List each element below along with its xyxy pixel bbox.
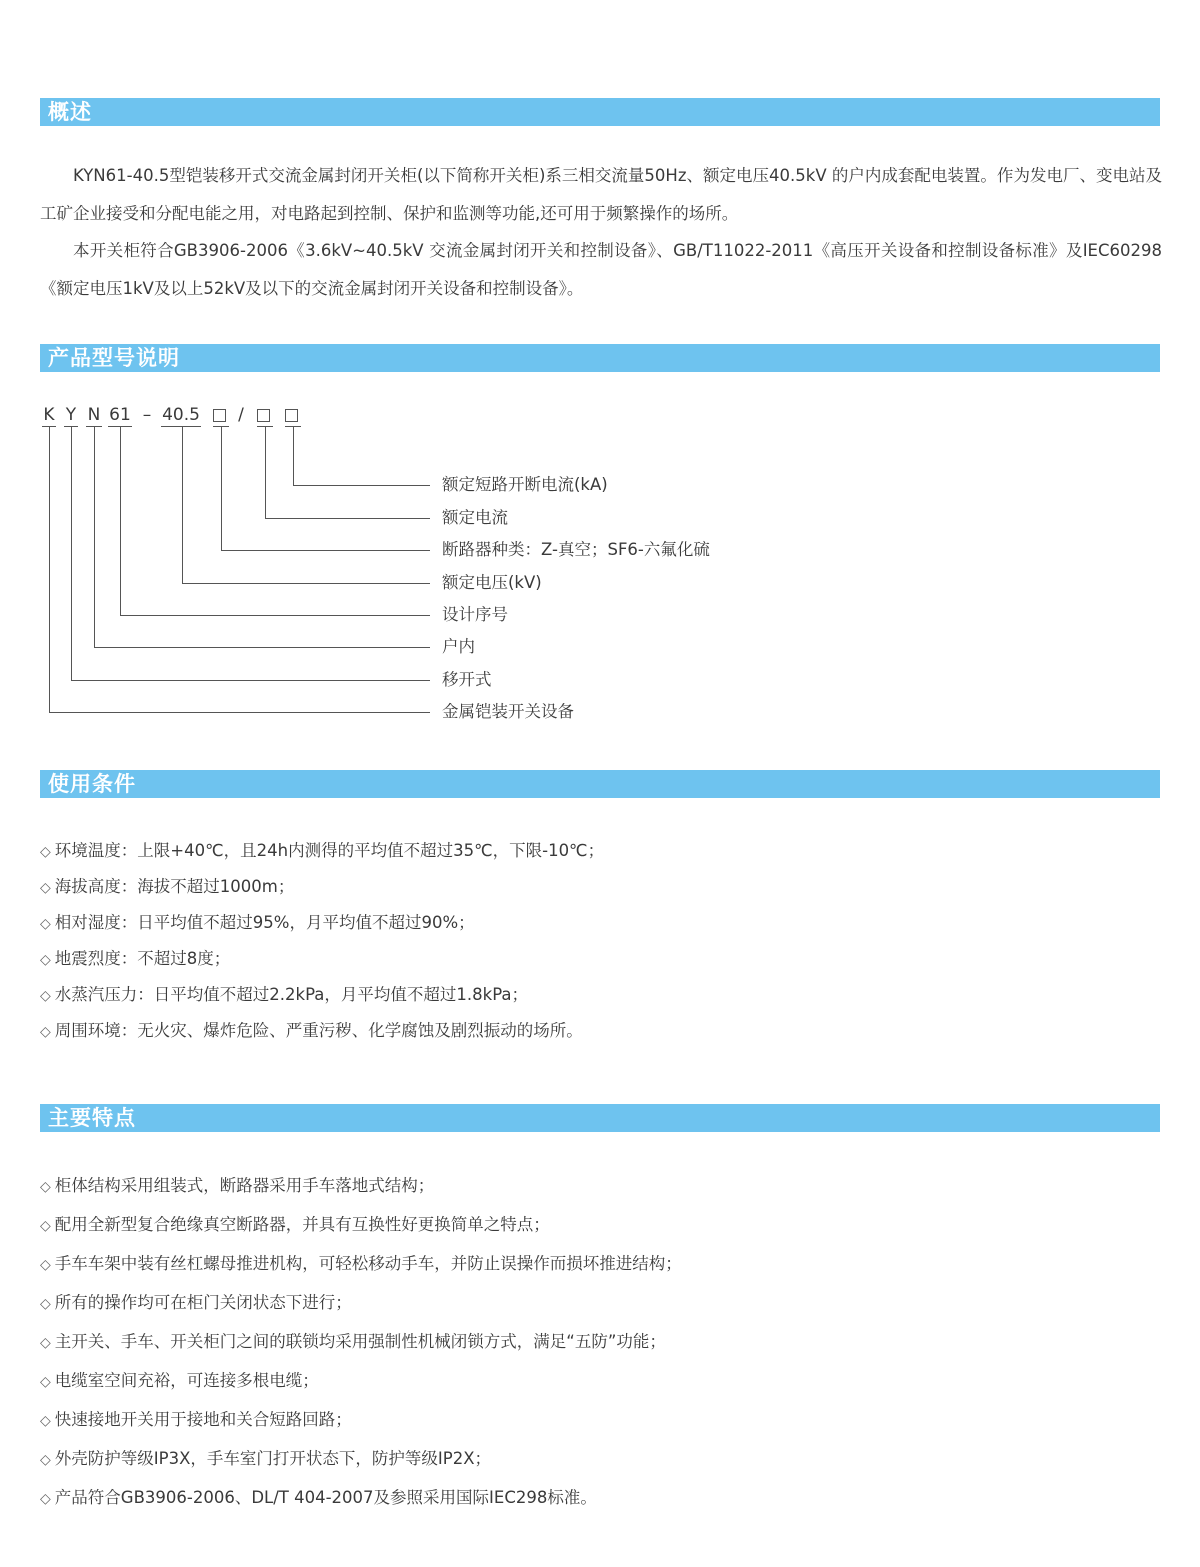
model-code-part: Y [65, 405, 77, 425]
condition-item: ◇ 地震烈度：不超过8度； [40, 949, 231, 968]
connector-line [49, 712, 430, 713]
diamond-bullet-icon: ◇ [40, 988, 51, 1004]
diamond-bullet-icon: ◇ [40, 1374, 51, 1390]
model-code-part: – [142, 405, 152, 425]
feature-item: ◇ 所有的操作均可在柜门关闭状态下进行； [40, 1293, 352, 1312]
connector-line [71, 680, 430, 681]
diamond-bullet-icon: ◇ [40, 952, 51, 968]
model-code-diagram [0, 395, 800, 735]
section-title: 使用条件 [48, 772, 136, 796]
connector-line [94, 647, 430, 648]
model-label: 断路器种类：Z-真空；SF6-六氟化硫 [442, 540, 710, 559]
model-code-part: / [238, 405, 244, 425]
model-label: 设计序号 [442, 605, 508, 624]
model-label: 户内 [442, 637, 475, 656]
diamond-bullet-icon: ◇ [40, 1413, 51, 1429]
section-header-model [40, 344, 1160, 372]
feature-item: ◇ 产品符合GB3906-2006、DL/T 404-2007及参照采用国际IEC298标准。 [40, 1488, 597, 1507]
diamond-bullet-icon: ◇ [40, 1296, 51, 1312]
model-placeholder-box [285, 409, 298, 422]
connector-line [293, 426, 294, 485]
diamond-bullet-icon: ◇ [40, 1257, 51, 1273]
connector-line [265, 518, 430, 519]
connector-line [49, 426, 50, 712]
overview-paragraph-1: KYN61-40.5型铠装移开式交流金属封闭开关柜(以下简称开关柜)系三相交流量50Hz、额定电压40.5kV 的户内成套配电装置。作为发电厂、变电站及工矿企业接受和分配电能之用，对电路起到控制、保护和监测等功能,还可用于频繁操作的场所。 [40, 166, 1162, 223]
condition-item: ◇ 周围环境：无火灾、爆炸危险、严重污秽、化学腐蚀及剧烈振动的场所。 [40, 1021, 583, 1040]
diamond-bullet-icon: ◇ [40, 1179, 51, 1195]
condition-item: ◇ 水蒸汽压力：日平均值不超过2.2kPa，月平均值不超过1.8kPa； [40, 985, 529, 1004]
model-placeholder-box [257, 409, 270, 422]
connector-line [182, 426, 183, 583]
diamond-bullet-icon: ◇ [40, 1024, 51, 1040]
connector-line [120, 615, 430, 616]
condition-item: ◇ 环境温度：上限+40℃，且24h内测得的平均值不超过35℃，下限-10℃； [40, 841, 605, 860]
diamond-bullet-icon: ◇ [40, 880, 51, 896]
connector-line [94, 426, 95, 647]
diamond-bullet-icon: ◇ [40, 916, 51, 932]
model-underline [161, 426, 201, 427]
connector-line [120, 426, 121, 615]
feature-item: ◇ 外壳防护等级IP3X，手车室门打开状态下，防护等级IP2X； [40, 1449, 492, 1468]
feature-item: ◇ 柜体结构采用组装式，断路器采用手车落地式结构； [40, 1176, 435, 1195]
connector-line [293, 485, 430, 486]
model-code-part: N [87, 405, 101, 425]
diamond-bullet-icon: ◇ [40, 844, 51, 860]
connector-line [265, 426, 266, 518]
diamond-bullet-icon: ◇ [40, 1491, 51, 1507]
section-title: 主要特点 [48, 1106, 136, 1130]
section-title: 产品型号说明 [48, 346, 180, 370]
feature-item: ◇ 电缆室空间充裕，可连接多根电缆； [40, 1371, 319, 1390]
connector-line [71, 426, 72, 680]
model-code-part: 40.5 [162, 405, 200, 425]
section-header-overview [40, 98, 1160, 126]
model-code-part: 61 [109, 405, 131, 425]
section-header-features [40, 1104, 1160, 1132]
model-label: 额定短路开断电流(kA) [442, 475, 608, 494]
model-label: 额定电压(kV) [442, 573, 542, 592]
feature-item: ◇ 快速接地开关用于接地和关合短路回路； [40, 1410, 352, 1429]
condition-item: ◇ 海拔高度：海拔不超过1000m； [40, 877, 295, 896]
model-code-part: K [43, 405, 55, 425]
diamond-bullet-icon: ◇ [40, 1452, 51, 1468]
section-title: 概述 [48, 100, 92, 124]
diamond-bullet-icon: ◇ [40, 1335, 51, 1351]
overview-paragraph-2: 本开关柜符合GB3906-2006《3.6kV~40.5kV 交流金属封闭开关和控制设备》、GB/T11022-2011《高压开关设备和控制设备标准》及IEC60298《额定电压1kV及以上52kV及以下的交流金属封闭开关设备和控制设备》。 [40, 241, 1162, 298]
feature-item: ◇ 主开关、手车、开关柜门之间的联锁均采用强制性机械闭锁方式，满足“五防”功能； [40, 1332, 666, 1351]
connector-line [221, 426, 222, 550]
model-label: 额定电流 [442, 508, 508, 527]
diamond-bullet-icon: ◇ [40, 1218, 51, 1234]
model-label: 金属铠装开关设备 [442, 702, 574, 721]
section-header-conditions [40, 770, 1160, 798]
condition-item: ◇ 相对湿度：日平均值不超过95%，月平均值不超过90%； [40, 913, 475, 932]
connector-line [182, 583, 430, 584]
feature-item: ◇ 配用全新型复合绝缘真空断路器，并具有互换性好更换简单之特点； [40, 1215, 550, 1234]
connector-line [221, 550, 430, 551]
feature-item: ◇ 手车车架中装有丝杠螺母推进机构，可轻松移动手车，并防止误操作而损坏推进结构； [40, 1254, 682, 1273]
model-label: 移开式 [442, 670, 492, 689]
model-placeholder-box [213, 409, 226, 422]
